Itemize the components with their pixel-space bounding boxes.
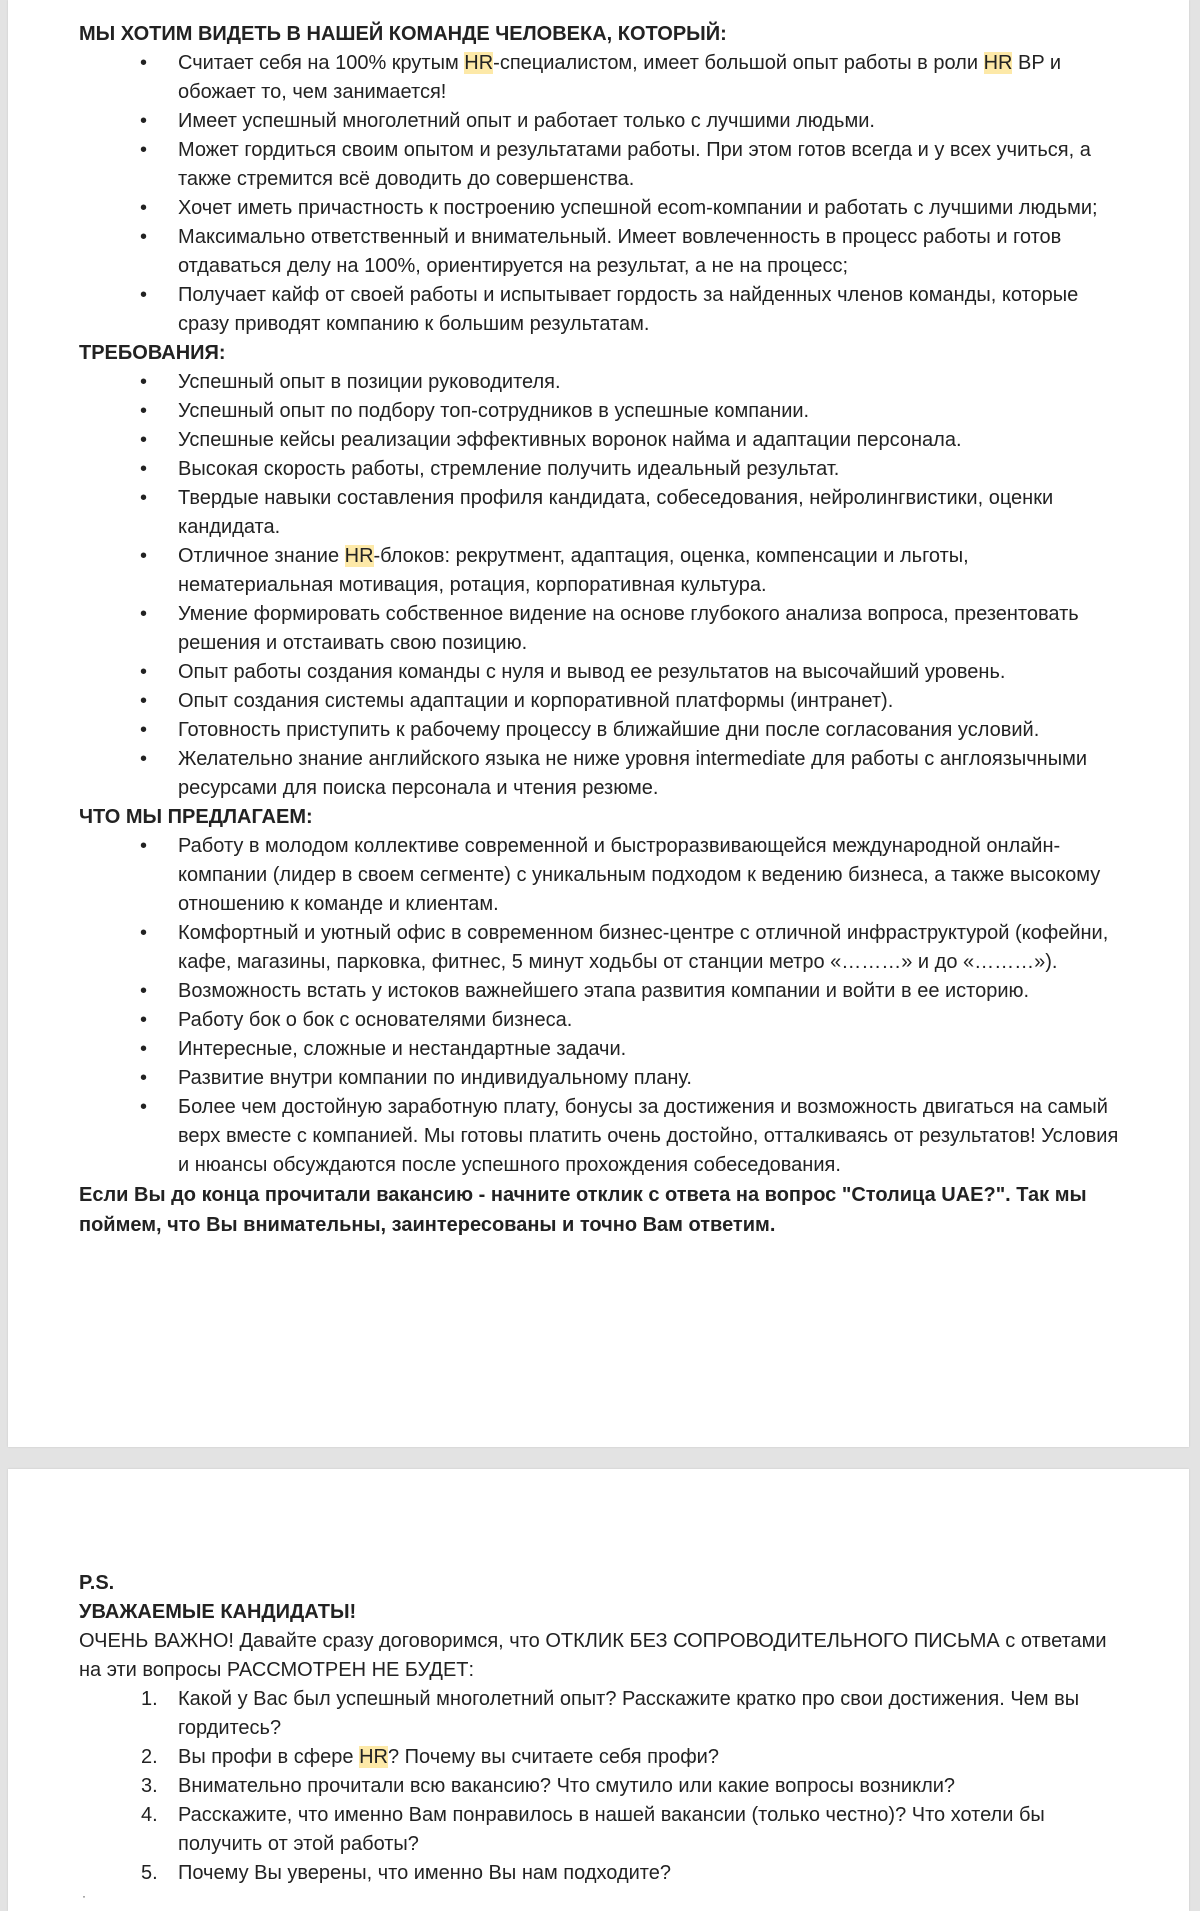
list-item: • Комфортный и уютный офис в современном бизнес-центре с отличной инфраструктурой (кофейни, кафе, магазины, парковка, фитнес, 5 минут ходьбы от станции метро «………» и до «………»). [79,919,1129,977]
list-item: 4. Расскажите, что именно Вам понравилось в нашей вакансии (только честно)? Что хотели бы получить от этой работы? [79,1801,1129,1859]
list-item: • Максимально ответственный и внимательный. Имеет вовлеченность в процесс работы и готов отдаваться делу на 100%, ориентируется на результат, а не на процесс; [79,223,1129,281]
ps-label: P.S. [79,1572,115,1594]
list-item: • Может гордиться своим опытом и результатами работы. При этом готов всегда и у всех учиться, а также стремится всё доводить до совершенства. [79,136,1129,194]
list-item: 5. Почему Вы уверены, что именно Вы нам подходите? [79,1859,1129,1888]
list-item: • Получает кайф от своей работы и испытывает гордость за найденных членов команды, которые сразу приводят компанию к большим результатам. [79,281,1129,339]
page-2-content [79,1569,1129,1888]
list-item: • Работу бок о бок с основателями бизнеса. [79,1006,1129,1035]
section-heading-requirements: ТРЕБОВАНИЯ: [79,342,226,364]
list-number: 5. [141,1862,158,1884]
list-number: 2. [141,1746,158,1768]
highlight-hr: HR [983,52,1013,74]
highlight-hr: HR [344,545,374,567]
highlight-hr: HR [359,1746,388,1768]
list-item: • Интересные, сложные и нестандартные задачи. [79,1035,1129,1064]
section-heading-want: МЫ ХОТИМ ВИДЕТЬ В НАШЕЙ КОМАНДЕ ЧЕЛОВЕКА, КОТОРЫЙ: [79,23,727,45]
requirements-list [79,368,1129,803]
list-item: • Высокая скорость работы, стремление получить идеальный результат. [79,455,1129,484]
page-1-content [79,20,1129,1240]
want-list [79,49,1129,339]
offer-list [79,832,1129,1180]
list-item: 3. Внимательно прочитали всю вакансию? Что смутило или какие вопросы возникли? [79,1772,1129,1801]
list-item: • Опыт создания системы адаптации и корпоративной платформы (интранет). [79,687,1129,716]
list-number: 3. [141,1775,158,1797]
list-item: • Развитие внутри компании по индивидуальному плану. [79,1064,1129,1093]
list-item: • Считает себя на 100% крутым HR-специалистом, имеет большой опыт работы в роли HR BP и обожает то, чем занимается! [79,49,1129,107]
section-heading-offer: ЧТО МЫ ПРЕДЛАГАЕМ: [79,806,313,828]
list-item: • Имеет успешный многолетний опыт и работает только с лучшими людьми. [79,107,1129,136]
list-item: • Опыт работы создания команды с нуля и вывод ее результатов на высочайший уровень. [79,658,1129,687]
list-item: • Успешные кейсы реализации эффективных воронок найма и адаптации персонала. [79,426,1129,455]
document-page-2 [8,1469,1189,1911]
list-item: • Умение формировать собственное видение на основе глубокого анализа вопроса, презентовать решения и отстаивать свою позицию. [79,600,1129,658]
highlight-hr: HR [464,52,494,74]
list-item: • Твердые навыки составления профиля кандидата, собеседования, нейролингвистики, оценки кандидата. [79,484,1129,542]
list-item: • Готовность приступить к рабочему процессу в ближайшие дни после согласования условий. [79,716,1129,745]
list-item: • Отличное знание HR-блоков: рекрутмент, адаптация, оценка, компенсации и льготы, нематериальная мотивация, ротация, корпоративная культура. [79,542,1129,600]
list-number: 1. [141,1688,158,1710]
stray-dot: · [82,1889,86,1903]
list-item: • Работу в молодом коллективе современной и быстроразвивающейся международной онлайн-компании (лидер в своем сегменте) с уникальным подходом к ведению бизнеса, а также высокому отношению к команде и клиентам. [79,832,1129,919]
questions-list [79,1685,1129,1888]
list-item: • Возможность встать у истоков важнейшего этапа развития компании и войти в ее историю. [79,977,1129,1006]
intro-paragraph: ОЧЕНЬ ВАЖНО! Давайте сразу договоримся, что ОТКЛИК БЕЗ СОПРОВОДИТЕЛЬНОГО ПИСЬМА с ответами на эти вопросы РАССМОТРЕН НЕ БУДЕТ: [79,1630,1107,1681]
list-number: 4. [141,1804,158,1826]
list-item: • Желательно знание английского языка не ниже уровня intermediate для работы с англоязычными ресурсами для поиска персонала и чтения резюме. [79,745,1129,803]
list-item: • Хочет иметь причастность к построению успешной ecom-компании и работать с лучшими людьми; [79,194,1129,223]
closing-note: Если Вы до конца прочитали вакансию - начните отклик с ответа на вопрос "Столица UAE?". Так мы поймем, что Вы внимательны, заинтересованы и точно Вам ответим. [79,1184,1087,1236]
candidates-heading: УВАЖАЕМЫЕ КАНДИДАТЫ! [79,1601,357,1623]
list-item: • Успешный опыт в позиции руководителя. [79,368,1129,397]
list-item: 2. Вы профи в сфере HR? Почему вы считаете себя профи? [79,1743,1129,1772]
list-item: • Более чем достойную заработную плату, бонусы за достижения и возможность двигаться на самый верх вместе с компанией. Мы готовы платить очень достойно, отталкиваясь от результатов! Условия и нюансы обсуждаются после успешного прохождения собеседования. [79,1093,1129,1180]
list-item: • Успешный опыт по подбору топ-сотрудников в успешные компании. [79,397,1129,426]
document-page-1 [8,0,1189,1447]
list-item: 1. Какой у Вас был успешный многолетний опыт? Расскажите кратко про свои достижения. Чем вы гордитесь? [79,1685,1129,1743]
